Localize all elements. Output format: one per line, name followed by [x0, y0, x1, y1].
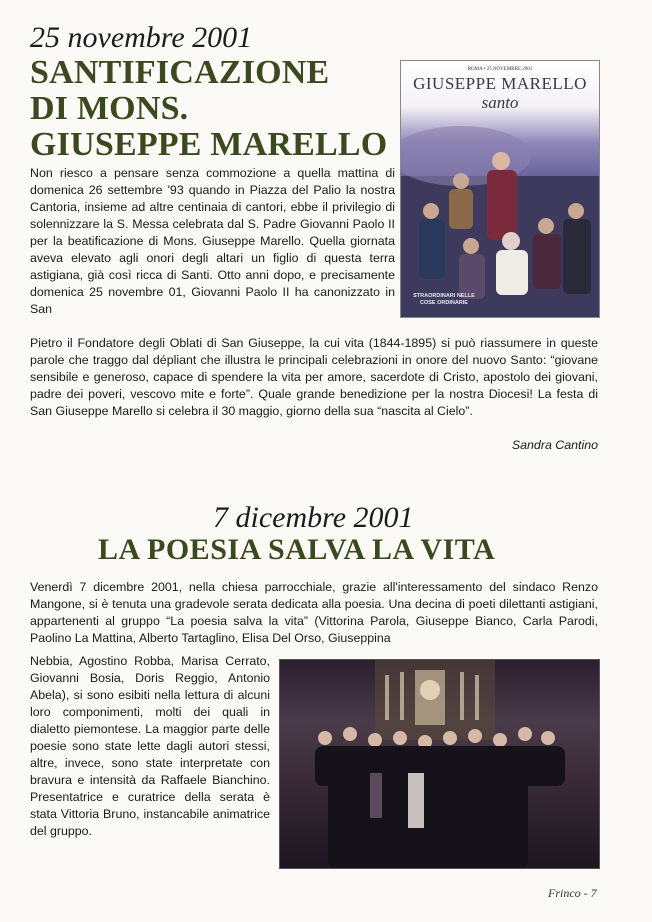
- page-footer: Frinco - 7: [548, 886, 597, 900]
- article1-body-wide: Pietro il Fondatore degli Oblati di San Giuseppe, la cui vita (1844-1895) si può riassumere in queste parole che traggo dal dépliant che illustra le principali celebrazioni in onore del nuovo Santo: “giovane sensibile e generoso, capace di spendere la vita per amore, sacerdote di Cristo, apostolo dei giovani, padre dei poveri, vescovo mite e forte”. Quale grande benedizione per la nostra Diocesi! La festa di San Giuseppe Marello si celebra il 30 maggio, giorno della sua “nascita al Cielo”.: [30, 336, 598, 418]
- article1-body-narrow: Non riesco a pensare senza commozione a quella mattina di domenica 26 settembre '93 quando in Piazza del Palio la nostra Cantoria, insieme ad altre centinaia di cantori, ebbe il privilegio di solennizzare la S. Messa celebrata dal S. Padre Giovanni Paolo II per la beatificazione di Mons. Giuseppe Marello. Quella giornata aveva elevato agli onori degli altari un figlio di questa terra astigiana, già così ricca di Santi. Otto anni dopo, e precisamente domenica 25 novembre 01, Giovanni Paolo II ha canonizzato in San: [30, 166, 395, 316]
- article1-title-line-1: SANTIFICAZIONE: [30, 54, 330, 91]
- group-photo: [279, 659, 600, 869]
- article1-title: [30, 55, 400, 163]
- group-photo-illustration: [280, 660, 599, 868]
- article1-signature: Sandra Cantino: [511, 438, 598, 452]
- article2-body-narrow: Nebbia, Agostino Robba, Marisa Cerrato, Giovanni Bosia, Doris Reggio, Antonio Abela), si sono esibiti nella lettura di alcuni loro componimenti, molti dei quali in dialetto piemontese. La maggior parte delle poesie sono state lette dagli autori stessi, altre, invece, sono state interpretate con bravura e intensità da Raffaele Bianchino. Presentatrice e curatrice della serata è stata Vittoria Bruno, instancabile animatrice del gruppo.: [30, 654, 270, 838]
- article1-date: 25 novembre 2001: [30, 21, 253, 54]
- article1-title-line-3: GIUSEPPE MARELLO: [30, 126, 388, 163]
- article2-title: LA POESIA SALVA LA VITA: [98, 533, 496, 566]
- cover-subtitle: santo: [481, 93, 519, 112]
- cover-title: GIUSEPPE MARELLO: [413, 74, 587, 93]
- cover-small-text: ROMA • 25 NOVEMBRE 2001: [467, 67, 533, 72]
- cover-caption: STRAORDINARI NELLE COSE ORDINARIE: [413, 293, 475, 306]
- cover-painting-illustration: [401, 116, 599, 317]
- cover-image-giuseppe-marello: [400, 60, 600, 318]
- article2-date: 7 dicembre 2001: [213, 501, 414, 534]
- article1-title-line-2: DI MONS.: [30, 90, 189, 127]
- article2-body-wide: Venerdì 7 dicembre 2001, nella chiesa parrocchiale, grazie all'interessamento del sindaco Renzo Mangone, si è tenuta una gradevole serata dedicata alla poesia. Una decina di poeti dilettanti astigiani, appartenenti al gruppo “La poesia salva la vita” (Vittorina Parola, Giuseppe Bianco, Carla Parodi, Paolino La Mattina, Alberto Tartaglino, Elisa Del Orso, Giuseppina: [30, 580, 598, 645]
